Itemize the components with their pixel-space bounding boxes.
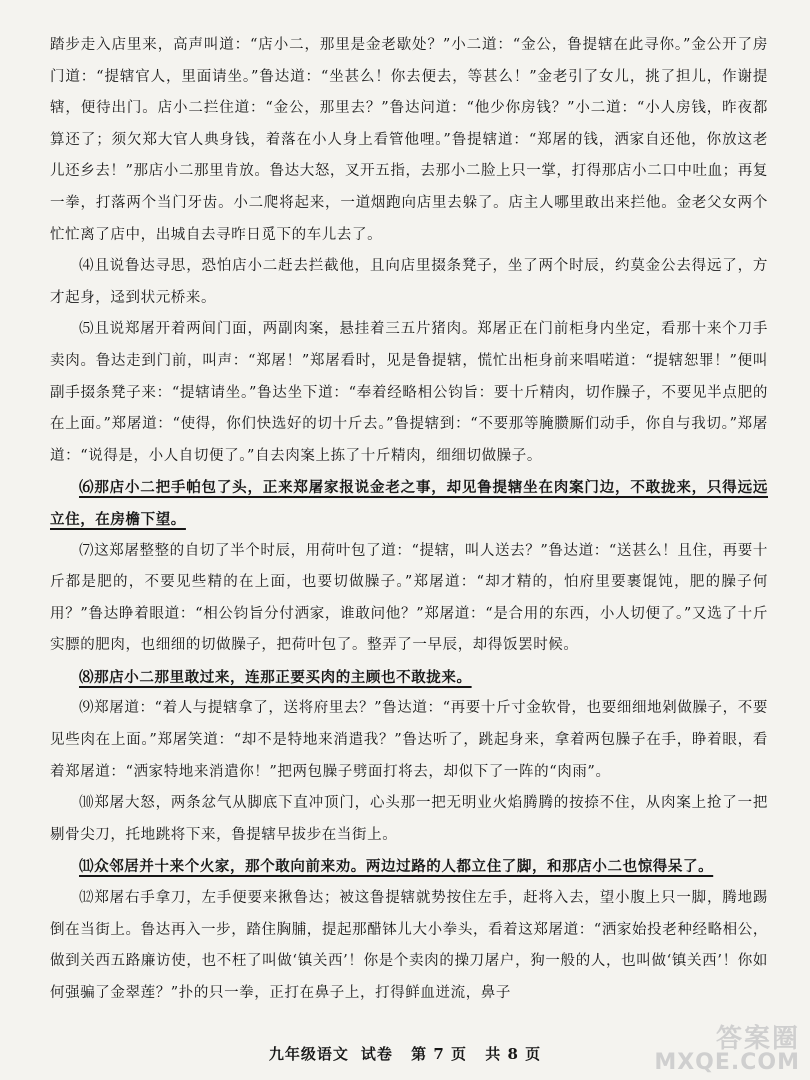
footer-page-number: 第 7 页 (411, 1045, 468, 1063)
paragraph-9: ⑼郑屠道：“着人与提辖拿了，送将府里去？”鲁达道：“再要十斤寸金软骨，也要细细地剁做臊子，不要见些肉在上面。”郑屠笑道：“却不是特地来消遣我？”鲁达听了，跳起身来，拿着两包臊子在手，睁着眼，看着郑屠道：“洒家特地来消遣你！”把两包臊子劈面打将去，却似下了一阵的“肉雨”。 (50, 700, 768, 780)
paragraph-12: ⑿郑屠右手拿刀，左手便要来揪鲁达；被这鲁提辖就势按住左手，赶将入去，望小腹上只一脚，腾地踢倒在当街上。鲁达再入一步，踏住胸脯，提起那醋钵儿大小拳头，看着这郑屠道：“洒家始投老种经略相公，做到关西五路廉访使，也不枉了叫做‘镇关西’！你是个卖肉的操刀屠户，狗一般的人，也叫做‘镇关西’！你如何强骗了金翠莲？”扑的只一拳，正打在鼻子上，打得鲜血迸流，鼻子 (50, 890, 768, 1001)
paragraph-6-underlined: ⑹那店小二把手帕包了头，正来郑屠家报说金老之事，却见鲁提辖坐在肉案门边，不敢拢来，只得远远立住，在房檐下望。 (50, 479, 768, 528)
paragraph-1: 踏步走入店里来，高声叫道：“店小二，那里是金老歇处？”小二道：“金公，鲁提辖在此寻你。”金公开了房门道：“提辖官人，里面请坐。”鲁达道：“坐甚么！你去便去，等甚么！”金老引了女儿，挑了担儿，作谢提辖，便待出门。店小二拦住道：“金公，那里去？”鲁达问道：“他少你房钱？”小二道：“小人房钱，昨夜都算还了；须欠郑大官人典身钱，着落在小人身上看管他哩。”鲁提辖道：“郑屠的钱，洒家自还他，你放这老儿还乡去！”那店小二那里肯放。鲁达大怒，叉开五指，去那小二脸上只一掌，打得那店小二口中吐血；再复一拳，打落两个当门牙齿。小二爬将起来，一道烟跑向店里去躲了。店主人哪里敢出来拦他。金老父女两个忙忙离了店中，出城自去寻昨日觅下的车儿去了。 (50, 37, 768, 243)
document-body (50, 30, 768, 1009)
watermark-logo-text: 答案圈 (715, 1024, 800, 1054)
site-watermark (654, 1026, 800, 1074)
footer-total-pages: 共 8 页 (485, 1045, 542, 1063)
paragraph-10: ⑽郑屠大怒，两条忿气从脚底下直冲顶门，心头那一把无明业火焰腾腾的按捺不住，从肉案上抢了一把剔骨尖刀，托地跳将下来，鲁提辖早拔步在当街上。 (50, 795, 768, 843)
paragraph-5: ⑸且说郑屠开着两间门面，两副肉案，悬挂着三五片猪肉。郑屠正在门前柜身内坐定，看那十来个刀手卖肉。鲁达走到门前，叫声：“郑屠！”郑屠看时，见是鲁提辖，慌忙出柜身前来唱喏道：“提辖恕罪！”便叫副手掇条凳子来：“提辖请坐。”鲁达坐下道：“奉着经略相公钧旨：要十斤精肉，切作臊子，不要见半点肥的在上面。”郑屠道：“使得，你们快选好的切十斤去。”鲁提辖到：“不要那等腌臜厮们动手，你自与我切。”郑屠道：“说得是，小人自切便了。”自去肉案上拣了十斤精肉，细细切做臊子。 (50, 321, 768, 464)
footer-subject: 九年级语文 (268, 1045, 349, 1063)
footer-doc-type: 试卷 (360, 1045, 393, 1063)
paragraph-7: ⑺这郑屠整整的自切了半个时辰，用荷叶包了道：“提辖，叫人送去？”鲁达道：“送甚么！且住，再要十斤都是肥的，不要见些精的在上面，也要切做臊子。”郑屠道：“却才精的，怕府里要裹馄饨，肥的臊子何用？”鲁达睁着眼道：“相公钧旨分付洒家，谁敢问他？”郑屠道：“是合用的东西，小人切便了。”又选了十斤实膘的肥肉，也细细的切做臊子，把荷叶包了。整弄了一早辰，却得饭罢时候。 (50, 542, 768, 654)
paragraph-11-underlined: ⑾众邻居并十来个火家，那个敢向前来劝。两边过路的人都立住了脚，和那店小二也惊得呆了。 (79, 858, 714, 876)
watermark-url: MXQE.COM (654, 1050, 800, 1075)
paragraph-8-underlined: ⑻那店小二那里敢过来，连那正要买肉的主顾也不敢拢来。 (79, 668, 472, 686)
paragraph-4: ⑷且说鲁达寻思，恐怕店小二赶去拦截他，且向店里掇条凳子，坐了两个时辰，约莫金公去得远了，方才起身，迳到状元桥来。 (50, 258, 768, 306)
